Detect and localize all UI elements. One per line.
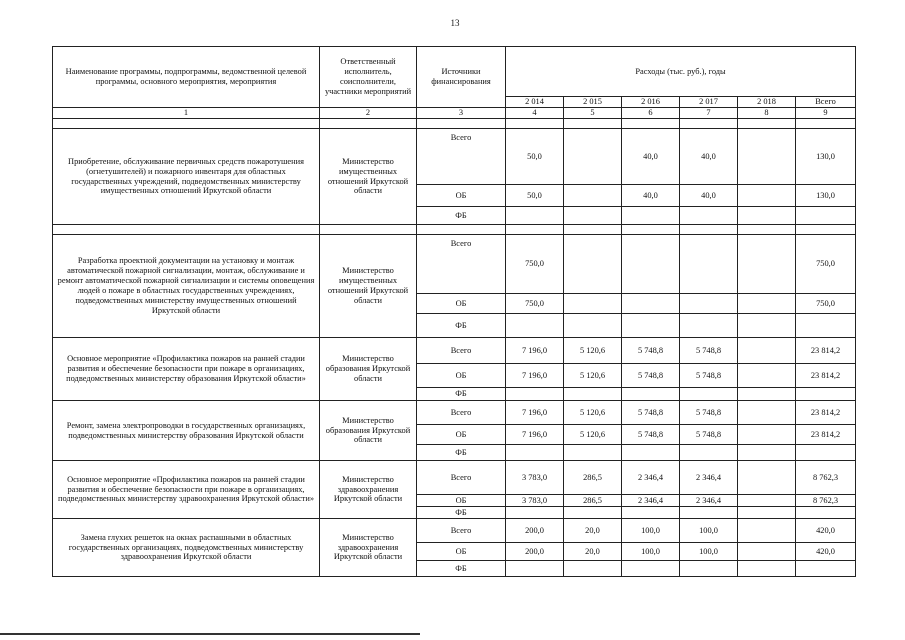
value-cell: 5 748,8 [680,425,738,445]
table-row [53,235,856,294]
table-row [53,519,856,543]
value-cell: 20,0 [564,519,622,543]
responsible-org: Министерство имущественных отношений Иркутской области [320,235,417,338]
value-cell [506,314,564,338]
source-label: ОБ [417,294,506,314]
value-cell: 286,5 [564,495,622,507]
value-cell [738,507,796,519]
value-cell: 100,0 [622,519,680,543]
value-cell: 5 748,8 [622,425,680,445]
value-cell: 7 196,0 [506,401,564,425]
activity-name: Замена глухих решеток на окнах распашными в областных государственных организациях, подведомственных министерству здравоохранения Иркутской области [53,519,320,577]
column-numbers-row [53,108,856,119]
value-cell [564,207,622,225]
total-cell: 8 762,3 [796,461,856,495]
spacer-row [53,225,856,235]
value-cell [680,507,738,519]
responsible-org: Министерство имущественных отношений Иркутской области [320,129,417,225]
header-expenses: Расходы (тыс. руб.), годы [506,47,856,97]
value-cell: 40,0 [680,185,738,207]
responsible-org: Министерство образования Иркутской области [320,401,417,461]
value-cell: 7 196,0 [506,425,564,445]
total-cell: 8 762,3 [796,495,856,507]
header-source-col: Источники финансирования [417,47,506,108]
value-cell [564,388,622,401]
value-cell [738,495,796,507]
value-cell [738,445,796,461]
value-cell: 40,0 [622,129,680,185]
value-cell [680,207,738,225]
year-2018: 2 018 [738,97,796,108]
value-cell: 5 748,8 [680,401,738,425]
value-cell [738,338,796,364]
value-cell: 7 196,0 [506,364,564,388]
value-cell: 200,0 [506,543,564,561]
total-cell: 23 814,2 [796,425,856,445]
page-number: 13 [450,18,460,28]
value-cell [680,294,738,314]
value-cell [738,561,796,577]
value-cell [738,129,796,185]
source-label: ФБ [417,445,506,461]
value-cell: 100,0 [680,543,738,561]
activity-name: Приобретение, обслуживание первичных средств пожаротушения (огнетушителей) и пожарного инвентаря для областных государственных учреждений, подведомственных министерству имущественных отношений Иркутской области [53,129,320,225]
value-cell: 5 120,6 [564,338,622,364]
value-cell [738,207,796,225]
value-cell [738,543,796,561]
value-cell [680,445,738,461]
table-row [53,338,856,364]
activity-name: Ремонт, замена электропроводки в государственных организациях, подведомственных министерству образования Иркутской области [53,401,320,461]
value-cell: 2 346,4 [622,461,680,495]
total-cell: 750,0 [796,235,856,294]
value-cell [738,364,796,388]
total-cell: 750,0 [796,294,856,314]
total-cell [796,314,856,338]
value-cell [564,235,622,294]
value-cell: 200,0 [506,519,564,543]
value-cell [506,507,564,519]
total-cell: 130,0 [796,129,856,185]
value-cell [680,561,738,577]
source-label: Всего [417,401,506,425]
value-cell [506,445,564,461]
budget-table [52,46,856,577]
table-row [53,401,856,425]
year-2014: 2 014 [506,97,564,108]
source-label: ОБ [417,364,506,388]
activity-name: Разработка проектной документации на установку и монтаж автоматической пожарной сигнализации, монтаж, обслуживание и ремонт автоматической пожарной сигнализации и системы оповещения людей о пожаре в областных государственных учреждениях, подведомственных министерству имущественных отношений Иркутской области [53,235,320,338]
value-cell: 5 748,8 [680,364,738,388]
value-cell: 5 120,6 [564,364,622,388]
value-cell [506,388,564,401]
value-cell: 3 783,0 [506,495,564,507]
value-cell: 40,0 [680,129,738,185]
value-cell [506,207,564,225]
value-cell: 50,0 [506,129,564,185]
source-label: ФБ [417,561,506,577]
value-cell: 5 748,8 [622,338,680,364]
value-cell: 100,0 [680,519,738,543]
source-label: ОБ [417,425,506,445]
value-cell [622,445,680,461]
value-cell [564,294,622,314]
value-cell [738,425,796,445]
value-cell [622,207,680,225]
source-label: Всего [417,461,506,495]
col-num: 1 [53,108,320,119]
value-cell [680,388,738,401]
value-cell: 40,0 [622,185,680,207]
total-cell: 23 814,2 [796,338,856,364]
col-num: 7 [680,108,738,119]
year-2015: 2 015 [564,97,622,108]
source-label: ФБ [417,507,506,519]
total-cell: 130,0 [796,185,856,207]
source-label: ОБ [417,495,506,507]
source-label: ФБ [417,388,506,401]
value-cell [738,461,796,495]
value-cell: 750,0 [506,235,564,294]
table-row [53,461,856,495]
total-cell: 420,0 [796,543,856,561]
source-label: ОБ [417,185,506,207]
value-cell [564,507,622,519]
source-label: ФБ [417,314,506,338]
header-responsible-col: Ответственный исполнитель, соисполнители, участники мероприятий [320,47,417,108]
col-num: 4 [506,108,564,119]
responsible-org: Министерство образования Иркутской области [320,338,417,401]
total-cell [796,507,856,519]
year-2017: 2 017 [680,97,738,108]
table-row [53,129,856,185]
value-cell [680,235,738,294]
value-cell: 50,0 [506,185,564,207]
value-cell [738,401,796,425]
total-cell [796,561,856,577]
col-num: 6 [622,108,680,119]
value-cell [564,129,622,185]
source-label: ОБ [417,543,506,561]
value-cell: 7 196,0 [506,338,564,364]
total-cell [796,207,856,225]
total-cell [796,445,856,461]
value-cell: 3 783,0 [506,461,564,495]
col-num: 9 [796,108,856,119]
value-cell: 2 346,4 [680,495,738,507]
activity-name: Основное мероприятие «Профилактика пожаров на ранней стадии развития и обеспечение безопасности при пожаре в организациях, подведомственных министерству образования Иркутской области» [53,338,320,401]
value-cell [564,314,622,338]
activity-name: Основное мероприятие «Профилактика пожаров на ранней стадии развития и обеспечение безопасности при пожаре в организациях, подведомственных министерству здравоохранения Иркутской области» [53,461,320,519]
value-cell [564,445,622,461]
col-num: 5 [564,108,622,119]
value-cell: 2 346,4 [622,495,680,507]
header-name-col: Наименование программы, подпрограммы, ведомственной целевой программы, основного мероприятия, мероприятия [53,47,320,108]
total-cell: 420,0 [796,519,856,543]
value-cell [622,294,680,314]
value-cell [506,561,564,577]
spacer-row [53,119,856,129]
value-cell: 20,0 [564,543,622,561]
col-num: 3 [417,108,506,119]
value-cell [564,561,622,577]
responsible-org: Министерство здравоохранения Иркутской области [320,519,417,577]
source-label: Всего [417,235,506,294]
value-cell [622,314,680,338]
value-cell [738,235,796,294]
value-cell [738,519,796,543]
value-cell [622,235,680,294]
value-cell: 2 346,4 [680,461,738,495]
value-cell [564,185,622,207]
value-cell [738,388,796,401]
value-cell [622,507,680,519]
year-2016: 2 016 [622,97,680,108]
value-cell: 750,0 [506,294,564,314]
value-cell [680,314,738,338]
value-cell: 5 120,6 [564,401,622,425]
value-cell: 100,0 [622,543,680,561]
value-cell [738,294,796,314]
value-cell: 5 120,6 [564,425,622,445]
source-label: Всего [417,129,506,185]
value-cell [622,561,680,577]
total-cell [796,388,856,401]
value-cell: 286,5 [564,461,622,495]
value-cell [738,314,796,338]
source-label: Всего [417,338,506,364]
source-label: ФБ [417,207,506,225]
value-cell: 5 748,8 [622,401,680,425]
source-label: Всего [417,519,506,543]
col-num: 2 [320,108,417,119]
year-total: Всего [796,97,856,108]
value-cell: 5 748,8 [622,364,680,388]
value-cell: 5 748,8 [680,338,738,364]
responsible-org: Министерство здравоохранения Иркутской области [320,461,417,519]
total-cell: 23 814,2 [796,401,856,425]
scan-edge-line [0,633,420,635]
value-cell [738,185,796,207]
value-cell [622,388,680,401]
total-cell: 23 814,2 [796,364,856,388]
col-num: 8 [738,108,796,119]
